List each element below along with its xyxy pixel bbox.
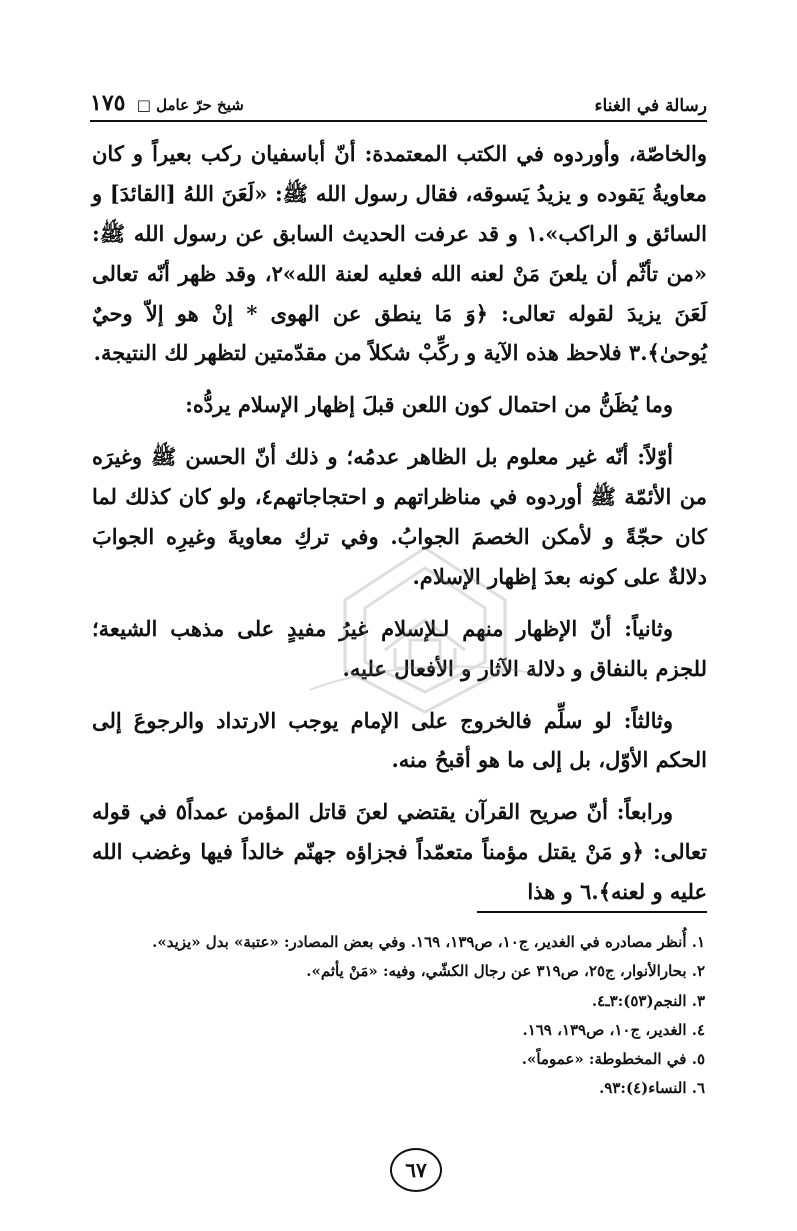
paragraph: ورابعاً: أنّ صريح القرآن يقتضي لعنَ قاتل المؤمن عمداً٥ في قوله تعالى: ﴿و مَنْ يقتل مؤمناً متعمّداً فجزاؤه جهنّم خالداً فيها وغضب الله عليه و لعنه﴾.٦ و هذا [92,799,707,905]
header-divider [90,120,707,122]
footnote: ٢. بحارالأنوار، ج٢٥، ص٣١٩ عن رجال الكشّي، وفيه: «مَنْ يأثم». [306,962,705,981]
footnote-divider [477,911,707,913]
paragraph: وثالثاً: لو سلِّم فالخروج على الإمام يوجب الارتداد والرجوعَ إلى الحكم الأوّل، بل إلى ما هو أقبحُ منه. [92,707,707,773]
paragraph: والخاصّة، وأوردوه في الكتب المعتمدة: أنّ أباسفيان ركب بعيراً و كان معاويةُ يَقوده و يزيدُ يَسوقه، فقال رسول الله ﷺ: «لَعَنَ اللهُ [القائدَ] و السائق و الراكب».١ و قد عرفت الحديث السابق عن رسول الله ﷺ: «من تأثّم أن يلعنَ مَنْ لعنه الله فعليه لعنة الله»٢، وقد ظهر أنّه تعالى لَعَنَ يزيدَ لقوله تعالى: ﴿وَ مَا ينطق عن الهوى * إنْ هو إلاّ وحيٌ يُوحىٰ﴾.٣ فلاحظ هذه الآية و ركِّبْ شكلاً من مقدّمتين لتظهر لك النتيجة. [92,141,708,366]
footnote: ٣. النجم(٥٣):٣ـ٤. [591,991,705,1010]
footnote: ٥. في المخطوطة: «عموماً». [521,1050,705,1068]
square-bullet-icon: □ [136,96,151,114]
footnote: ٦. النساء(٤):٩٣. [599,1079,705,1098]
running-title: رسالة في الغناء [594,96,707,116]
footnote: ١. أُنظر مصادره في الغدير، ج١٠، ص١٣٩، ١٦٩. وفي بعض المصادر: «عتبة» بدل «يزيد». [152,933,705,951]
page-number: ٦٧ [390,1148,442,1192]
paragraph: وما يُظَنُّ من احتمال كون اللعن قبلَ إظهار الإسلام يردُّه: [185,392,673,418]
running-subtitle-text: شيخ حرّ عامل [156,96,244,114]
running-page-number: ١٧٥ [90,90,126,116]
running-header [90,86,707,116]
paragraph: أوّلاً: أنّه غير معلوم بل الظاهر عدمُه؛ و ذلك أنّ الحسن ﷺ وغيرَه من الأئمّة ﷺ أوردوه في مناظراتهم و احتجاجاتهم٤، ولو كان كذلك لما كان حجّةً و لأمكن الخصمَ الجوابُ. وفي تركِ معاويةَ وغيرِه الجوابَ دلالةٌ على كونه بعدَ إظهار الإسلام. [92,444,707,589]
paragraph: وثانياً: أنّ الإظهار منهم لـلإسلام غيرُ مفيدٍ على مذهب الشيعة؛ للجزم بالنفاق و دلالة الآثار و الأفعال عليه. [92,615,707,681]
running-subtitle [90,90,244,116]
footnotes [92,928,705,1104]
footnote: ٤. الغدير، ج١٠، ص١٣٩، ١٦٩. [522,1020,705,1039]
main-text [92,134,707,924]
